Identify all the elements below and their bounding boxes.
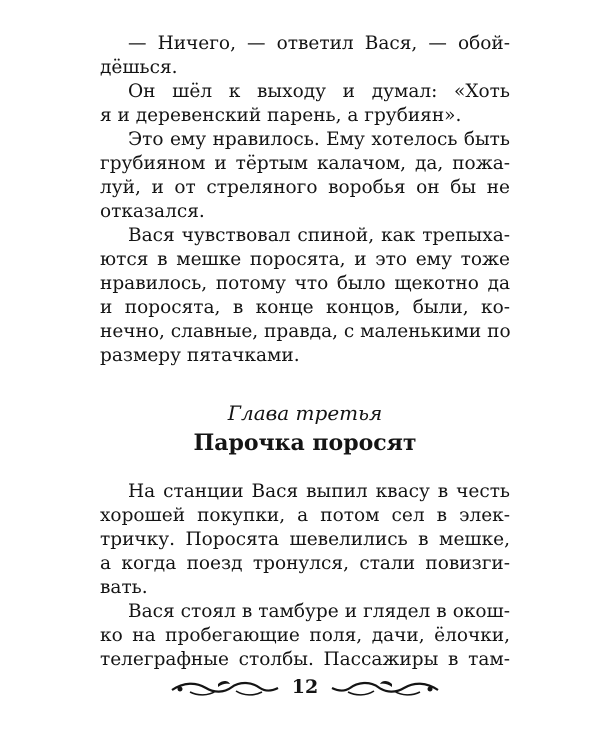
text-line: ются в мешке поросята, и это ему тоже xyxy=(100,249,510,270)
text-line: Вася чувствовал спиной, как трепыха- xyxy=(128,225,510,246)
text-line: и поросята, в конце концов, были, ко- xyxy=(100,297,510,318)
text-line: нравилось, потому что было щекотно да xyxy=(100,273,510,294)
text-line: размеру пятачками. xyxy=(100,345,300,366)
flourish-ornament-icon xyxy=(330,678,440,698)
text-line: Это ему нравилось. Ему хотелось быть xyxy=(128,129,510,150)
text-line: грубияном и тёртым калачом, да, пожа- xyxy=(100,153,510,174)
text-line: хорошей покупки, а потом сел в элек- xyxy=(100,505,510,526)
text-line: а когда поезд тронулся, стали повизги- xyxy=(100,553,510,574)
text-line: вать. xyxy=(100,577,148,598)
chapter-label: Глава третья xyxy=(227,401,383,425)
text-line: Он шёл к выходу и думал: «Хоть xyxy=(128,81,510,102)
text-line: луй, и от стреляного воробья он бы не xyxy=(100,177,510,198)
page-footer xyxy=(170,672,440,702)
text-line: отказался. xyxy=(100,201,205,222)
text-line: телеграфные столбы. Пассажиры в там- xyxy=(100,649,510,670)
text-line: нечно, славные, правда, с маленькими по xyxy=(100,321,511,342)
text-line: Вася стоял в тамбуре и глядел в окош- xyxy=(128,601,510,622)
chapter-title: Парочка поросят xyxy=(193,430,417,456)
text-line: дёшься. xyxy=(100,57,178,78)
text-line: — Ничего, — ответил Вася, — обой- xyxy=(128,33,510,54)
text-line: я и деревенский парень, а грубиян». xyxy=(100,105,462,126)
text-line: ко на пробегающие поля, дачи, ёлочки, xyxy=(100,625,510,646)
text-line: тричку. Поросята шевелились в мешке, xyxy=(100,529,510,550)
page-number: 12 xyxy=(291,676,319,698)
text-line: На станции Вася выпил квасу в честь xyxy=(128,481,510,502)
